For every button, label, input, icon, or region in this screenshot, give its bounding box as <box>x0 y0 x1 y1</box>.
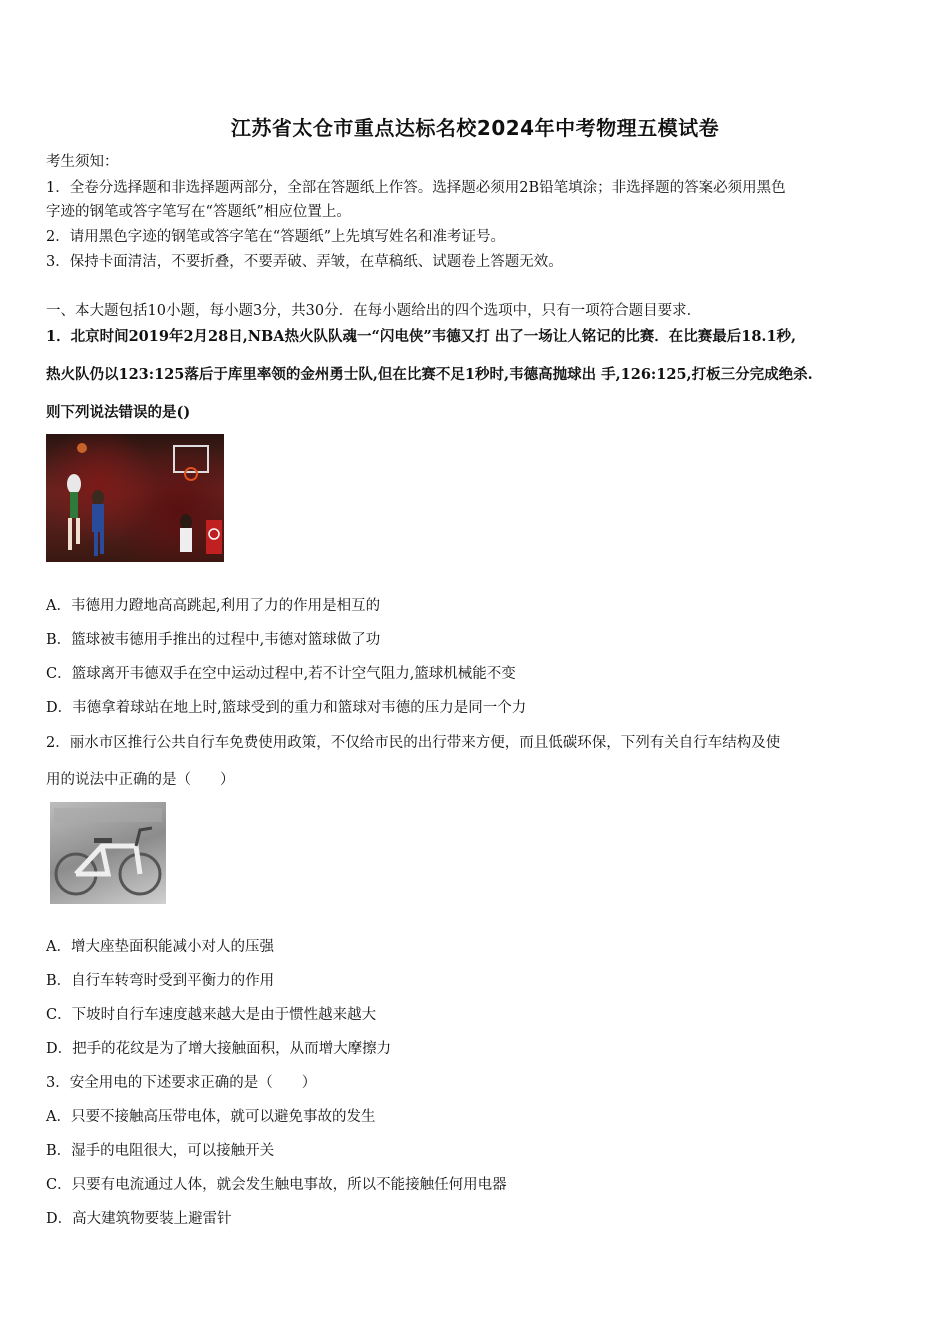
option: B．湿手的电阻很大，可以接触开关 <box>46 1143 275 1159</box>
option: D．韦德拿着球站在地上时,篮球受到的重力和篮球对韦德的压力是同一个力 <box>46 700 527 716</box>
option: D．高大建筑物要装上避雷针 <box>46 1211 232 1227</box>
basketball-photo <box>46 434 224 562</box>
option: C．下坡时自行车速度越来越大是由于惯性越来越大 <box>46 1007 377 1023</box>
notice-line: 字迹的钢笔或答字笔写在“答题纸”相应位置上。 <box>46 204 351 220</box>
section-heading: 一、本大题包括10小题，每小题3分，共30分．在每小题给出的四个选项中，只有一项符合题目要求． <box>46 303 702 319</box>
option: A．韦德用力蹬地高高跳起,利用了力的作用是相互的 <box>46 598 381 614</box>
option: A．增大座垫面积能减小对人的压强 <box>46 939 274 955</box>
question-3-stem: 3．安全用电的下述要求正确的是（ ） <box>46 1075 317 1091</box>
notice-line: 2．请用黑色字迹的钢笔或答字笔在“答题纸”上先填写姓名和准考证号。 <box>46 229 506 245</box>
question-2-stem: 2．丽水市区推行公共自行车免费使用政策，不仅给市民的出行带来方便，而且低碳环保，下列有关自行车结构及使 <box>46 735 781 751</box>
notice-line: 3．保持卡面清洁，不要折叠，不要弄破、弄皱，在草稿纸、试题卷上答题无效。 <box>46 254 563 270</box>
option: C．只要有电流通过人体，就会发生触电事故，所以不能接触任何用电器 <box>46 1177 507 1193</box>
bicycle-photo <box>50 802 166 904</box>
option: D．把手的花纹是为了增大接触面积，从而增大摩擦力 <box>46 1041 392 1057</box>
option: C．篮球离开韦德双手在空中运动过程中,若不计空气阻力,篮球机械能不变 <box>46 666 516 682</box>
notice-line: 1．全卷分选择题和非选择题两部分，全部在答题纸上作答。选择题必须用2B铅笔填涂；非选择题的答案必须用黑色 <box>46 180 786 196</box>
question-1-stem: 热火队仍以123:125落后于库里率领的金州勇士队,但在比赛不足1秒时,韦德高抛球出 手,126:125,打板三分完成绝杀. <box>46 366 813 383</box>
option: A．只要不接触高压带电体，就可以避免事故的发生 <box>46 1109 376 1125</box>
option: B．自行车转弯时受到平衡力的作用 <box>46 973 275 989</box>
notice-heading: 考生须知： <box>46 154 119 170</box>
question-1-stem: 则下列说法错误的是() <box>46 404 191 421</box>
question-1-stem: 1．北京时间2019年2月28日,NBA热火队队魂一“闪电侠”韦德又打 出了一场让人铭记的比赛．在比赛最后18.1秒, <box>46 328 797 345</box>
option: B．篮球被韦德用手推出的过程中,韦德对篮球做了功 <box>46 632 381 648</box>
question-2-stem: 用的说法中正确的是（ ） <box>46 772 235 788</box>
document-title: 江苏省太仓市重点达标名校2024年中考物理五模试卷 <box>230 116 720 140</box>
